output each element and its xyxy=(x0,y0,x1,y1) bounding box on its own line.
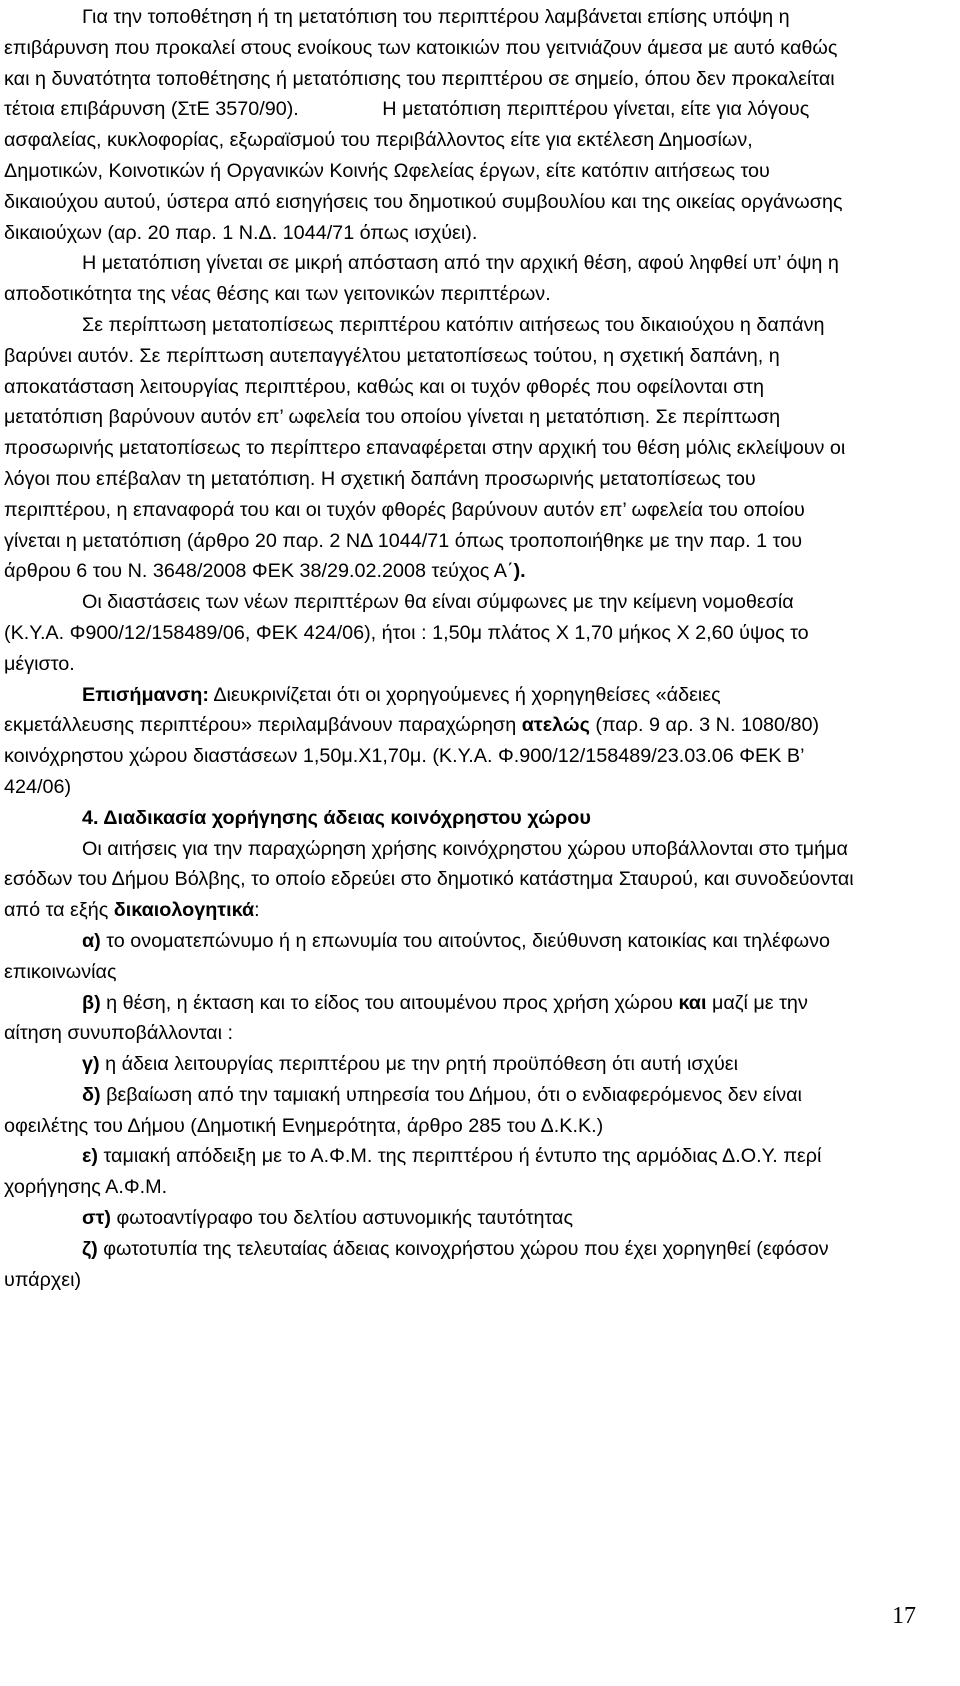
paragraph-dimensions: Οι διαστάσεις των νέων περιπτέρων θα είναι σύμφωνες με την κείμενη νομοθεσία (Κ.Υ.Α. Φ900/12/158489/06, ΦΕΚ 424/06), ήτοι : 1,50μ πλάτος Χ 1,70 μήκος Χ 2,60 ύψος το μέγιστο. xyxy=(4,591,809,675)
section-heading: 4. Διαδικασία χορήγησης άδειας κοινόχρηστου χώρου xyxy=(82,806,591,829)
list-item: στ) φωτοαντίγραφο του δελτίου αστυνομικής ταυτότητας xyxy=(82,1207,574,1230)
paragraph-cost: Σε περίπτωση μετατοπίσεως περιπτέρου κατόπιν αιτήσεως του δικαιούχου η δαπάνη βαρύνει αυτόν. Σε περίπτωση αυτεπαγγέλτου μετατοπίσεως τούτου, η σχετική δαπάνη, η αποκατάσταση λειτουργίας περιπτέρου, καθώς και οι τυχόν φθορές που οφείλονται στη μετατόπιση βαρύνουν αυτόν επ’ ωφελεία του οποίου γίνεται η μετατόπιση. Σε περίπτωση προσωρινής μετατοπίσεως το περίπτερο επαναφέρεται στην αρχική του θέση μόλις εκλείψουν οι λόγοι που επέβαλαν τη μετατόπιση. Η σχετική δαπάνη προσωρινής μετατοπίσεως του περιπτέρου, η επαναφορά του και οι τυχόν φθορές βαρύνουν αυτόν επ’ ωφελεία του οποίου γίνεται η μετατόπιση (άρθρο 20 παρ. 2 ΝΔ 1044/71 όπως τροποποιήθηκε με την παρ. 1 του άρθρου 6 του Ν. 3648/2008 ΦΕΚ 38/29.02.2008 τεύχος Α΄). xyxy=(4,313,846,583)
paragraph-applications: Οι αιτήσεις για την παραχώρηση χρήσης κοινόχρηστου χώρου υποβάλλονται στο τμήμα εσόδων του Δήμου Βόλβης, το οποίο εδρεύει στο δημοτικό κατάστημα Σταυρού, και συνοδεύονται από τα εξής δικαιολογητικά: xyxy=(4,837,854,922)
list-item: α) το ονοματεπώνυμο ή η επωνυμία του αιτούντος, διεύθυνση κατοικίας και τηλέφωνο επικοινωνίας xyxy=(4,929,830,983)
page-number: 17 xyxy=(892,1603,916,1629)
note-label: Επισήμανση: xyxy=(82,683,209,706)
body-text xyxy=(4,2,856,1295)
paragraph-placement: Για την τοποθέτηση ή τη μετατόπιση του περιπτέρου λαμβάνεται επίσης υπόψη η επιβάρυνση που προκαλεί στους ενοίκους των κατοικιών που γειτνιάζουν άμεσα με αυτό καθώς και η δυνατότητα τοποθέτησης ή μετατόπισης του περιπτέρου σε σημείο, όπου δεν προκαλείται τέτοια επιβάρυνση (ΣτΕ 3570/90). Η μετατόπιση περιπτέρου γίνεται, είτε για λόγους ασφαλείας, κυκλοφορίας, εξωραϊσμού του περιβάλλοντος είτε για εκτέλεση Δημοσίων, Δημοτικών, Κοινοτικών ή Οργανικών Κοινής Ωφελείας έργων, είτε κατόπιν αιτήσεως του δικαιούχου αυτού, ύστερα από εισηγήσεις του δημοτικού συμβουλίου και της οικείας οργάνωσης δικαιούχων (αρ. 20 παρ. 1 Ν.Δ. 1044/71 όπως ισχύει). xyxy=(4,6,843,244)
list-item: δ) βεβαίωση από την ταμιακή υπηρεσία του Δήμου, ότι ο ενδιαφερόμενος δεν είναι οφειλέτης του Δήμου (Δημοτική Ενημερότητα, άρθρο 285 του Δ.Κ.Κ.) xyxy=(4,1083,802,1137)
list-item: γ) η άδεια λειτουργίας περιπτέρου με την ρητή προϋπόθεση ότι αυτή ισχύει xyxy=(82,1053,738,1076)
list-item: ζ) φωτοτυπία της τελευταίας άδειας κοινοχρήστου χώρου που έχει χορηγηθεί (εφόσον υπάρχει) xyxy=(4,1237,829,1291)
paragraph-distance: Η μετατόπιση γίνεται σε μικρή απόσταση από την αρχική θέση, αφού ληφθεί υπ’ όψη η αποδοτικότητα της νέας θέσης και των γειτονικών περιπτέρων. xyxy=(4,252,839,306)
list-item: ε) ταμιακή απόδειξη με το Α.Φ.Μ. της περιπτέρου ή έντυπο της αρμόδιας Δ.Ο.Υ. περί χορήγησης Α.Φ.Μ. xyxy=(4,1145,822,1199)
paragraph-note: Επισήμανση: Διευκρινίζεται ότι οι χορηγούμενες ή χορηγηθείσες «άδειες εκμετάλλευσης περιπτέρου» περιλαμβάνουν παραχώρηση ατελώς (παρ. 9 αρ. 3 Ν. 1080/80) κοινόχρηστου χώρου διαστάσεων 1,50μ.Χ1,70μ. (Κ.Υ.Α. Φ.900/12/158489/23.03.06 ΦΕΚ Β’ 424/06) xyxy=(4,683,820,798)
list-item: β) η θέση, η έκταση και το είδος του αιτουμένου προς χρήση χώρου και μαζί με την αίτηση συνυποβάλλονται : xyxy=(4,991,808,1045)
